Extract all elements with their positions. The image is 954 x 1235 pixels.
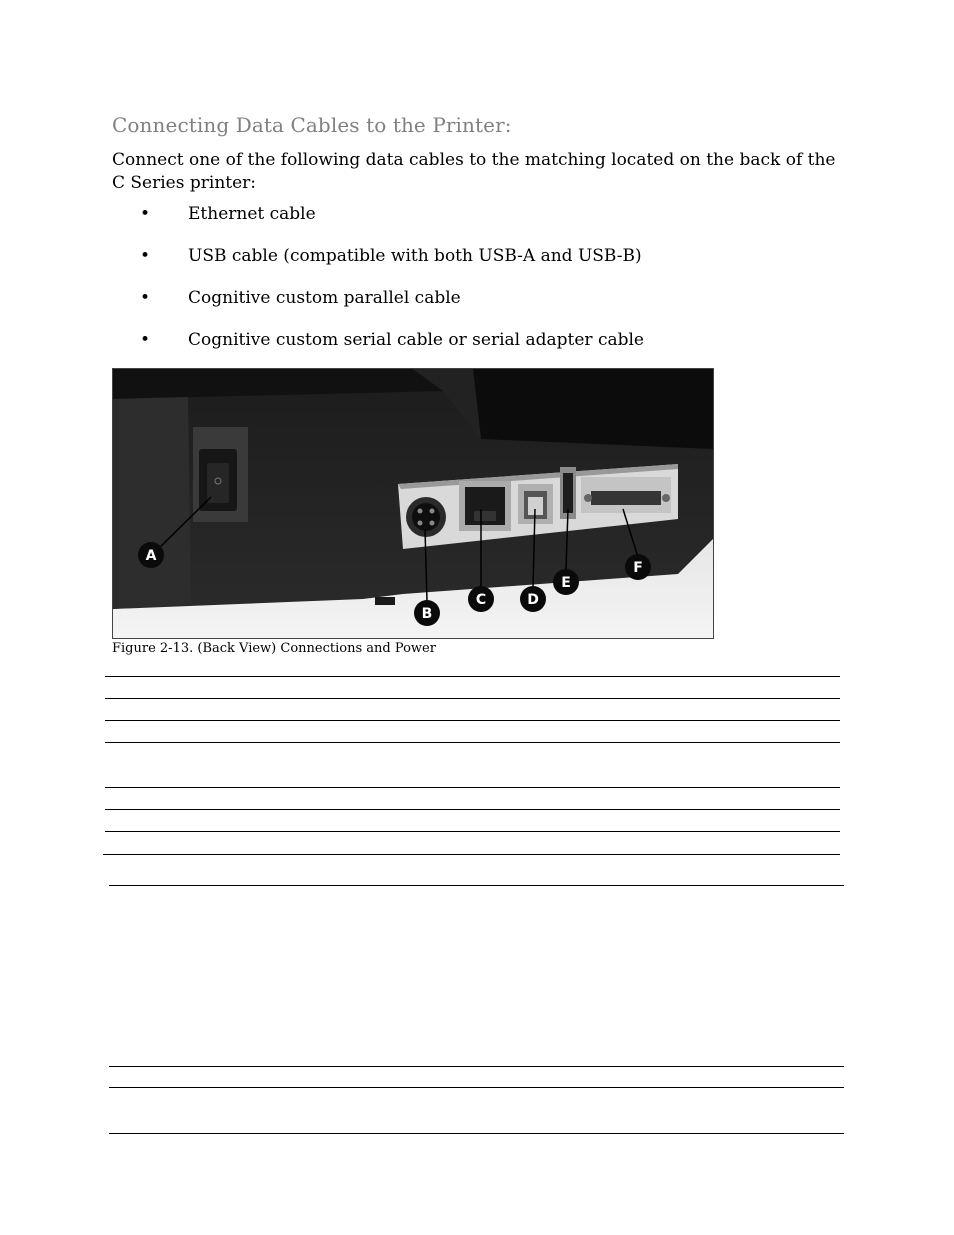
bullet-icon: •: [140, 204, 151, 224]
table-rule: [105, 676, 840, 677]
table-rule: [105, 698, 840, 699]
callout-a: [138, 542, 164, 568]
table-rule: [105, 787, 840, 788]
callout-b: [414, 600, 440, 626]
svg-text:A: A: [145, 548, 157, 564]
callout-d: [520, 586, 546, 612]
list-item-text: USB cable (compatible with both USB-A and USB-B): [188, 246, 642, 266]
svg-text:C: C: [475, 592, 487, 608]
intro-paragraph: Connect one of the following data cables to the matching located on the back of the C Series printer:: [112, 150, 836, 193]
svg-text:F: F: [633, 560, 643, 576]
bullet-icon: •: [140, 288, 151, 308]
callout-f: [625, 554, 651, 580]
table-rule: [105, 831, 840, 832]
printer-illustration: [113, 369, 713, 638]
table-rule: [103, 854, 840, 855]
svg-text:D: D: [527, 592, 539, 608]
table-rule: [109, 885, 844, 886]
svg-text:B: B: [421, 606, 433, 622]
table-rule: [105, 742, 840, 743]
bullet-icon: •: [140, 330, 151, 350]
bullet-icon: •: [140, 246, 151, 266]
list-item-text: Cognitive custom parallel cable: [188, 288, 461, 308]
table-rule: [109, 1066, 844, 1067]
table-rule: [109, 1087, 844, 1088]
table-rule: [109, 1133, 844, 1134]
callout-c: [468, 586, 494, 612]
svg-text:E: E: [561, 575, 571, 591]
list-item-text: Ethernet cable: [188, 204, 316, 224]
callout-e: [553, 569, 579, 595]
list-item-text: Cognitive custom serial cable or serial adapter cable: [188, 330, 644, 350]
section-heading: Connecting Data Cables to the Printer:: [112, 113, 512, 137]
figure-caption: Figure 2-13. (Back View) Connections and Power: [112, 641, 436, 656]
printer-back-view-photo: [112, 368, 714, 639]
table-rule: [105, 720, 840, 721]
table-rule: [105, 809, 840, 810]
